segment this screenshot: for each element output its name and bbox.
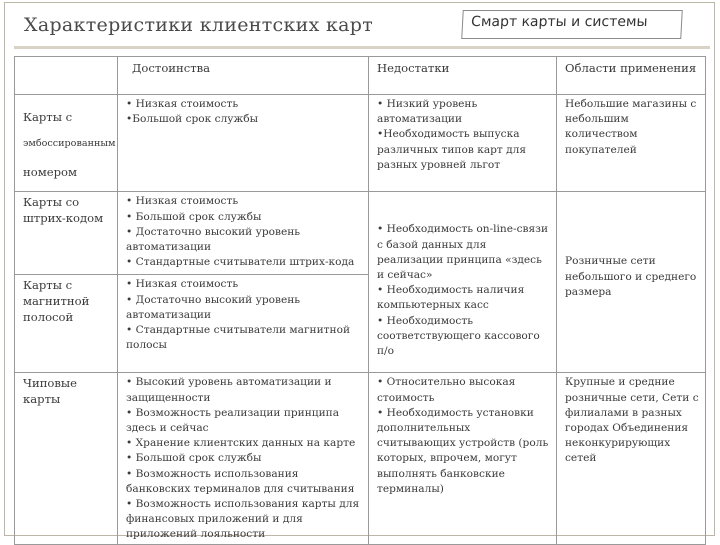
pros-item: • Возможность использования банковских терминалов для считывания: [126, 467, 355, 495]
cons-item: •Необходимость выпуска различных типов карт для разных уровней льгот: [377, 128, 527, 171]
row-name-line: эмбоссированным: [23, 138, 116, 150]
pros-cell: [118, 373, 369, 545]
pros-cell: [118, 95, 369, 192]
pros-item: • Стандартные считыватели штрих-кода: [126, 256, 355, 269]
cons-cell: [369, 373, 557, 545]
pros-cell: [118, 275, 369, 373]
row-name-line: Карты с: [23, 109, 73, 124]
table-row: [15, 95, 706, 192]
pros-item: • Хранение клиентских данных на карте: [126, 437, 356, 450]
pros-item: • Низкая стоимость: [126, 195, 239, 208]
cons-cell: [369, 95, 557, 192]
areas-cell: Крупные и средние розничные сети, Сети с филиалами в разных городах Объединения неконкурирующих сетей: [557, 373, 706, 545]
pros-item: • Низкая стоимость: [126, 278, 239, 291]
pros-item: • Большой срок службы: [126, 210, 262, 223]
cons-item: • Необходимость установки дополнительных считывающих устройств (роль которых, впрочем, могут выполнять банковские терминалы): [377, 406, 549, 495]
cons-item: • Необходимость on-line-связи с базой данных для реализации принципа «здесь и сейчас»: [377, 223, 549, 281]
pros-cell: [118, 192, 369, 275]
pros-item: • Большой срок службы: [126, 452, 262, 465]
pros-item: •Большой срок службы: [126, 113, 259, 126]
pros-item: • Достаточно высокий уровень автоматизации: [126, 293, 301, 321]
title-divider: [14, 46, 710, 49]
cons-item: • Необходимость наличия компьютерных касс: [377, 284, 525, 312]
pros-item: • Стандартные считыватели магнитной полосы: [126, 323, 351, 352]
header-row: [15, 57, 706, 95]
table-row: [15, 192, 706, 275]
pros-item: • Низкая стоимость: [126, 98, 239, 110]
client-cards-table: [14, 56, 706, 545]
pros-item: • Достаточно высокий уровень автоматизации: [126, 225, 301, 253]
row-name-chip: Чиповые карты: [15, 373, 118, 545]
shared-cons-cell: [369, 192, 557, 373]
shared-areas-cell: Розничные сети небольшого и среднего размера: [557, 192, 706, 373]
pros-item: • Возможность реализации принципа здесь и сейчас: [126, 406, 340, 434]
pros-item: • Высокий уровень автоматизации и защищенности: [126, 376, 332, 404]
row-name-embossed: [15, 95, 118, 192]
cons-item: • Низкий уровень автоматизации: [377, 98, 478, 126]
cons-item: • Необходимость соответствующего кассового п/о: [377, 314, 540, 357]
row-name-magnetic: Карты с магнитной полосой: [15, 275, 118, 373]
slide-title: Характеристики клиентских карт: [24, 14, 374, 36]
header-disadvantages: Недостатки: [369, 57, 557, 95]
topic-badge: Смарт карты и системы: [461, 10, 683, 39]
pros-item: • Возможность использования карты для финансовых приложений и для приложений лояльности: [126, 498, 360, 541]
areas-cell: Небольшие магазины с небольшим количеством покупателей: [557, 95, 706, 192]
table-row: [15, 373, 706, 545]
row-name-line: номером: [23, 164, 78, 179]
cons-item: • Относительно высокая стоимость: [377, 376, 516, 404]
header-areas: Области применения: [557, 57, 706, 95]
row-name-barcode: Карты со штрих-кодом: [15, 192, 118, 275]
header-empty: [15, 57, 118, 95]
header-advantages: Достоинства: [118, 57, 369, 95]
